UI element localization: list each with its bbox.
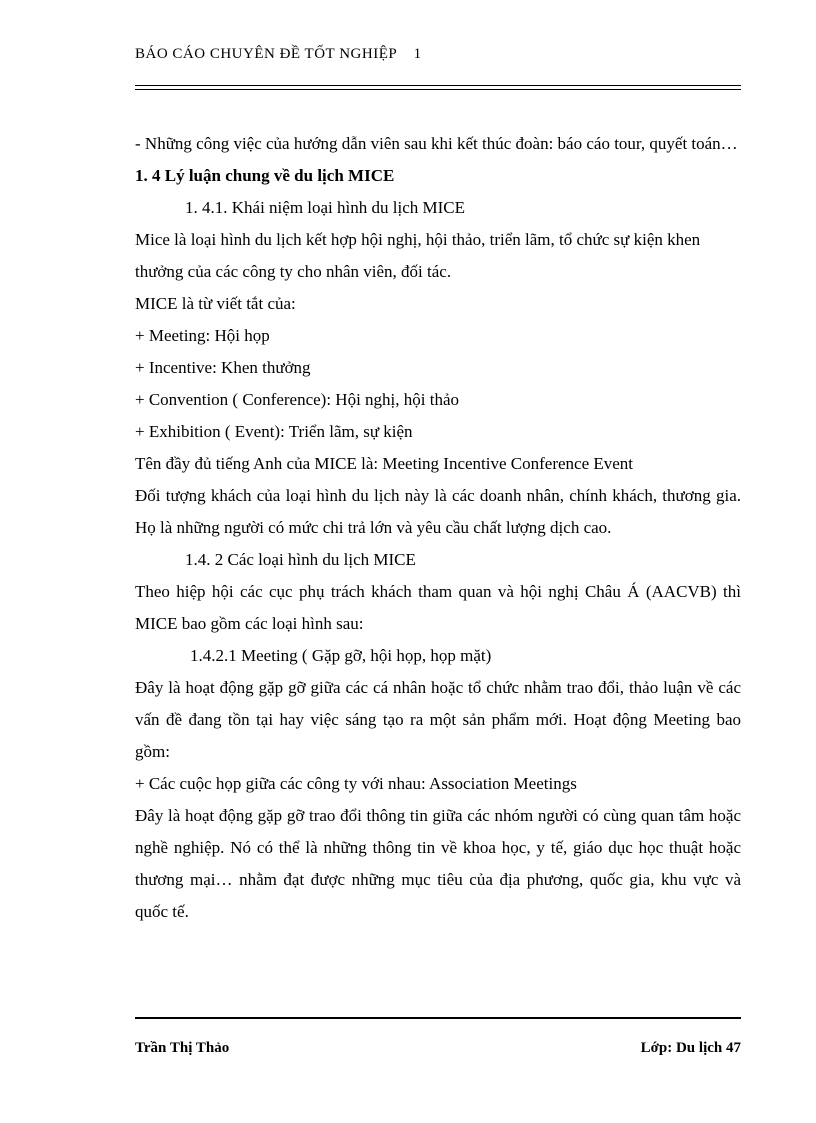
paragraph: MICE là từ viết tắt của: bbox=[135, 294, 296, 313]
document-body bbox=[135, 128, 741, 928]
paragraph: - Những công việc của hướng dẫn viên sau khi kết thúc đoàn: báo cáo tour, quyết toán… bbox=[135, 134, 738, 153]
paragraph: Tên đầy đủ tiếng Anh của MICE là: Meeting Incentive Conference Event bbox=[135, 454, 634, 473]
list-item: + Exhibition ( Event): Triển lãm, sự kiện bbox=[135, 422, 413, 441]
header-title: BÁO CÁO CHUYÊN ĐỀ TỐT NGHIỆP bbox=[135, 46, 397, 62]
page-header bbox=[135, 46, 741, 63]
page-number: 1 bbox=[413, 46, 422, 62]
subsection-heading: 1.4. 2 Các loại hình du lịch MICE bbox=[185, 550, 416, 569]
list-item: + Incentive: Khen thưởng bbox=[135, 358, 311, 377]
footer-author: Trần Thị Thảo bbox=[135, 1040, 230, 1056]
paragraph: Theo hiệp hội các cục phụ trách khách tham quan và hội nghị Châu Á (AACVB) thì MICE bao gồm các loại hình sau: bbox=[135, 582, 741, 633]
paragraph: Đây là hoạt động gặp gỡ giữa các cá nhân hoặc tổ chức nhằm trao đổi, thảo luận về các vấn đề đang tồn tại hay việc sáng tạo ra một sản phẩm mới. Hoạt động Meeting bao gồm: bbox=[135, 678, 741, 761]
footer-class: Lớp: Du lịch 47 bbox=[640, 1040, 741, 1056]
header-rule bbox=[135, 85, 741, 90]
footer-rule bbox=[135, 1017, 741, 1019]
paragraph: Đây là hoạt động gặp gỡ trao đổi thông tin giữa các nhóm người có cùng quan tâm hoặc nghề nghiệp. Nó có thể là những thông tin về khoa học, y tế, giáo dục học thuật hoặc thương mại… nhằm đạt được những mục tiêu của địa phương, quốc gia, khu vực và quốc tế. bbox=[135, 806, 741, 921]
list-item: + Meeting: Hội họp bbox=[135, 326, 270, 345]
list-item: + Các cuộc họp giữa các công ty với nhau: Association Meetings bbox=[135, 774, 577, 793]
paragraph: Đối tượng khách của loại hình du lịch này là các doanh nhân, chính khách, thương gia. Họ là những người có mức chi trả lớn và yêu cầu chất lượng dịch cao. bbox=[135, 486, 741, 537]
section-heading: 1. 4 Lý luận chung về du lịch MICE bbox=[135, 166, 395, 185]
subsection-heading: 1.4.2.1 Meeting ( Gặp gỡ, hội họp, họp mặt) bbox=[190, 646, 492, 665]
paragraph: Mice là loại hình du lịch kết hợp hội nghị, hội thảo, triển lãm, tổ chức sự kiện khen thưởng của các công ty cho nhân viên, đối tác. bbox=[135, 230, 701, 281]
subsection-heading: 1. 4.1. Khái niệm loại hình du lịch MICE bbox=[185, 198, 465, 217]
page-footer bbox=[135, 1040, 741, 1057]
list-item: + Convention ( Conference): Hội nghị, hội thảo bbox=[135, 390, 460, 409]
